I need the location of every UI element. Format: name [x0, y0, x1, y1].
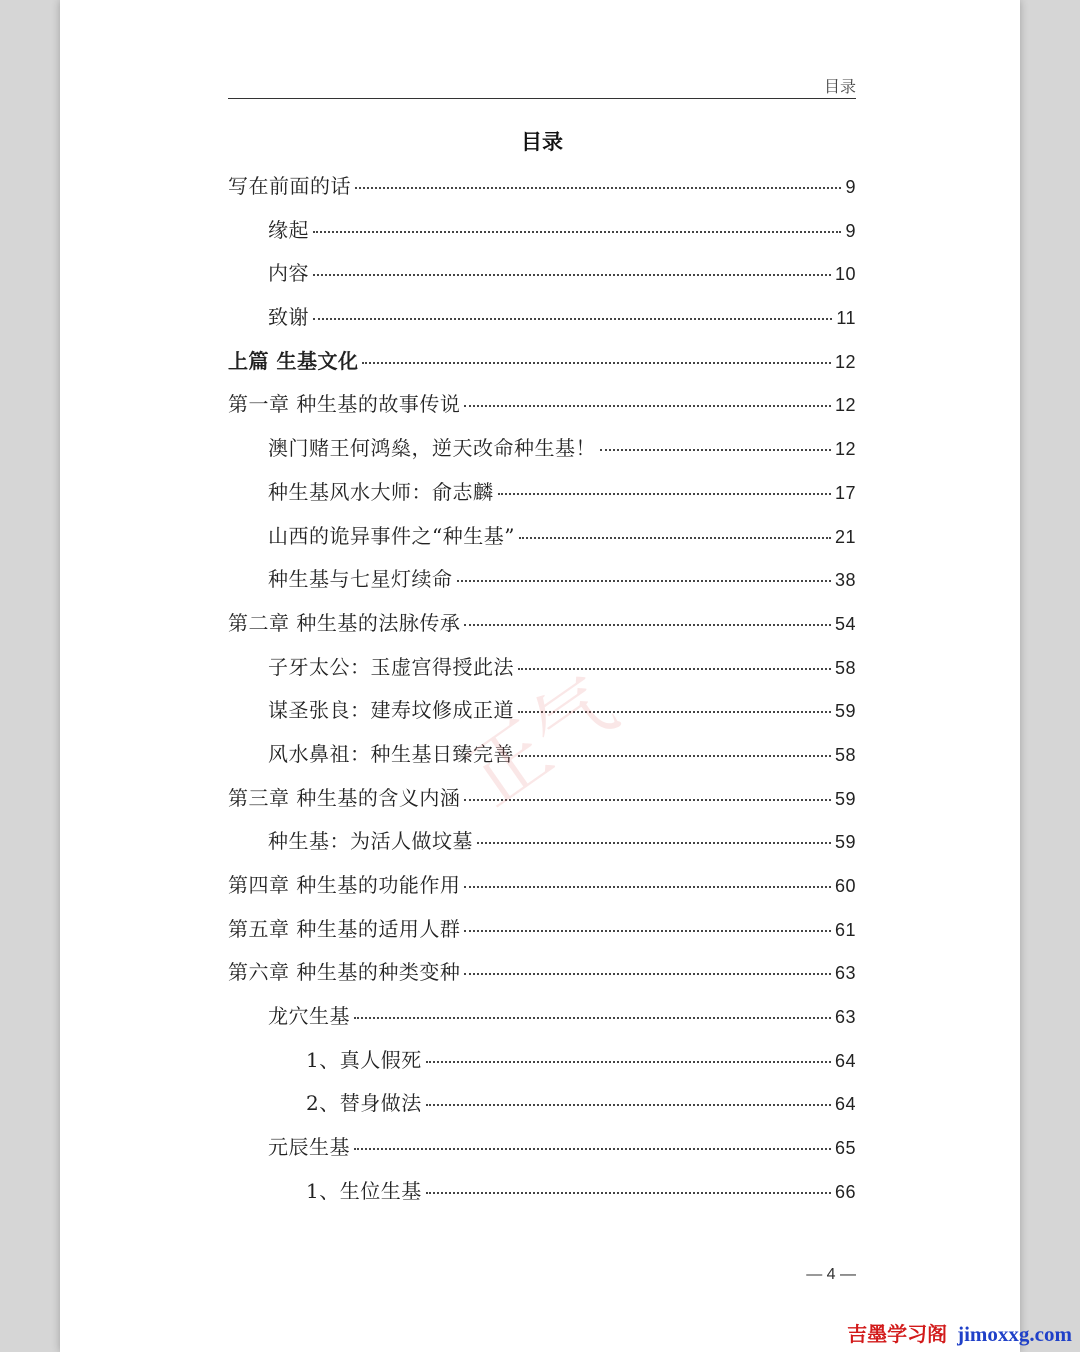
- toc-entry-title: 2、替身做法: [306, 1091, 422, 1116]
- toc-entry[interactable]: [228, 471, 856, 515]
- toc-entry[interactable]: [228, 427, 856, 471]
- toc-entry-page: 59: [834, 832, 856, 853]
- toc-dot-leader: [498, 493, 831, 495]
- toc-entry-page: 63: [834, 963, 856, 984]
- toc-dot-leader: [426, 1061, 831, 1063]
- site-badge: [847, 1320, 1072, 1348]
- toc-entry[interactable]: [228, 689, 856, 733]
- toc-entry-title: 第二章 种生基的法脉传承: [228, 610, 461, 635]
- toc-list: [228, 165, 856, 1214]
- toc-dot-leader: [519, 537, 831, 539]
- toc-entry[interactable]: [228, 1126, 856, 1170]
- toc-entry-page: 60: [834, 876, 856, 896]
- toc-dot-leader: [518, 755, 831, 757]
- toc-dot-leader: [457, 580, 831, 582]
- toc-entry-title: 缘起: [268, 217, 309, 242]
- toc-entry-page: 64: [834, 1050, 856, 1071]
- toc-entry[interactable]: [228, 209, 856, 253]
- toc-entry-page: 12: [834, 395, 856, 416]
- toc-entry-page: 11: [836, 308, 856, 329]
- toc-entry[interactable]: [228, 165, 856, 209]
- toc-entry-title: 1、生位生基: [306, 1178, 422, 1203]
- toc-entry-page: 61: [834, 919, 856, 940]
- toc-entry[interactable]: [228, 558, 856, 602]
- toc-dot-leader: [464, 624, 831, 626]
- toc-entry-title: 第一章 种生基的故事传说: [228, 392, 461, 417]
- toc-entry-page: 65: [834, 1138, 856, 1159]
- toc-entry-title: 致谢: [268, 305, 309, 330]
- toc-entry-title: 种生基：为活人做坟墓: [268, 829, 473, 854]
- header-rule: [228, 98, 856, 99]
- toc-dot-leader: [426, 1192, 831, 1194]
- toc-entry[interactable]: [228, 777, 856, 821]
- toc-entry[interactable]: [228, 1039, 856, 1083]
- toc-entry-title: 谋圣张良：建寿坟修成正道: [268, 698, 514, 723]
- toc-entry[interactable]: [228, 995, 856, 1039]
- toc-entry-page: 58: [834, 657, 856, 678]
- site-name: 吉墨学习阁: [847, 1322, 948, 1346]
- toc-entry[interactable]: [228, 296, 856, 340]
- toc-entry-title: 内容: [268, 261, 309, 286]
- toc-entry-title: 龙穴生基: [268, 1004, 350, 1029]
- toc-dot-leader: [313, 231, 841, 233]
- site-url: jimoxxg.com: [957, 1322, 1072, 1346]
- toc-dot-leader: [477, 842, 831, 844]
- toc-entry-page: 59: [834, 701, 856, 722]
- toc-dot-leader: [313, 274, 831, 276]
- toc-entry[interactable]: [228, 733, 856, 777]
- toc-entry-page: 64: [834, 1094, 856, 1115]
- toc-dot-leader: [355, 187, 841, 189]
- toc-entry-title: 澳门赌王何鸿燊，逆天改命种生基！: [268, 436, 596, 461]
- toc-entry-title: 第五章 种生基的适用人群: [228, 916, 461, 941]
- toc-entry[interactable]: [228, 383, 856, 427]
- toc-entry[interactable]: [228, 252, 856, 296]
- toc-dot-leader: [313, 318, 832, 320]
- toc-dot-leader: [464, 405, 831, 407]
- toc-dot-leader: [362, 362, 831, 364]
- toc-dot-leader: [464, 930, 831, 932]
- toc-dot-leader: [354, 1148, 831, 1150]
- toc-entry-page: 59: [834, 788, 856, 809]
- toc-entry[interactable]: [228, 908, 856, 952]
- toc-dot-leader: [464, 799, 831, 801]
- toc-entry[interactable]: [228, 340, 856, 384]
- toc-entry-page: 38: [834, 570, 856, 591]
- toc-entry-title: 第六章 种生基的种类变种: [228, 960, 461, 985]
- toc-dot-leader: [518, 668, 831, 670]
- toc-entry-page: 54: [834, 613, 856, 634]
- toc-entry-page: 66: [834, 1181, 856, 1202]
- toc-dot-leader: [354, 1017, 831, 1019]
- toc-entry[interactable]: [228, 1170, 856, 1214]
- toc-entry[interactable]: [228, 646, 856, 690]
- toc-dot-leader: [518, 711, 831, 713]
- toc-title: 目录: [521, 129, 563, 154]
- toc-entry-title: 元辰生基: [268, 1135, 350, 1160]
- toc-entry-page: 9: [845, 177, 856, 197]
- toc-dot-leader: [464, 886, 831, 888]
- toc-entry-page: 9: [845, 220, 856, 241]
- document-page: [60, 0, 1020, 1352]
- toc-entry-page: 58: [834, 744, 856, 765]
- toc-entry-page: 10: [834, 264, 856, 285]
- toc-entry[interactable]: [228, 864, 856, 908]
- watermark-stamp: 正气: [452, 660, 632, 824]
- toc-entry-title: 1、真人假死: [306, 1047, 422, 1072]
- toc-dot-leader: [600, 449, 831, 451]
- toc-entry[interactable]: [228, 1082, 856, 1126]
- running-header: 目录: [823, 77, 856, 96]
- toc-entry-page: 63: [834, 1007, 856, 1028]
- toc-entry-title: 第四章 种生基的功能作用: [228, 873, 461, 897]
- toc-entry[interactable]: [228, 515, 856, 559]
- toc-entry[interactable]: [228, 602, 856, 646]
- toc-entry-page: 12: [834, 439, 856, 460]
- toc-entry-title: 山西的诡异事件之“种生基”: [268, 523, 515, 548]
- toc-entry-page: 21: [834, 526, 856, 547]
- toc-entry-title: 种生基风水大师：俞志麟: [268, 479, 494, 504]
- toc-entry-title: 子牙太公：玉虚宫得授此法: [268, 654, 514, 679]
- page-number: — 4 —: [806, 1266, 856, 1283]
- toc-entry[interactable]: [228, 820, 856, 864]
- toc-dot-leader: [464, 973, 831, 975]
- toc-entry-title: 风水鼻祖：种生基日臻完善: [268, 741, 514, 766]
- toc-entry[interactable]: [228, 951, 856, 995]
- toc-entry-title: 上篇 生基文化: [228, 348, 359, 373]
- toc-entry-title: 写在前面的话: [228, 174, 351, 198]
- toc-entry-title: 种生基与七星灯续命: [268, 567, 453, 592]
- toc-dot-leader: [426, 1104, 831, 1106]
- toc-entry-page: 12: [834, 351, 856, 372]
- toc-entry-title: 第三章 种生基的含义内涵: [228, 785, 461, 810]
- toc-entry-page: 17: [834, 482, 856, 503]
